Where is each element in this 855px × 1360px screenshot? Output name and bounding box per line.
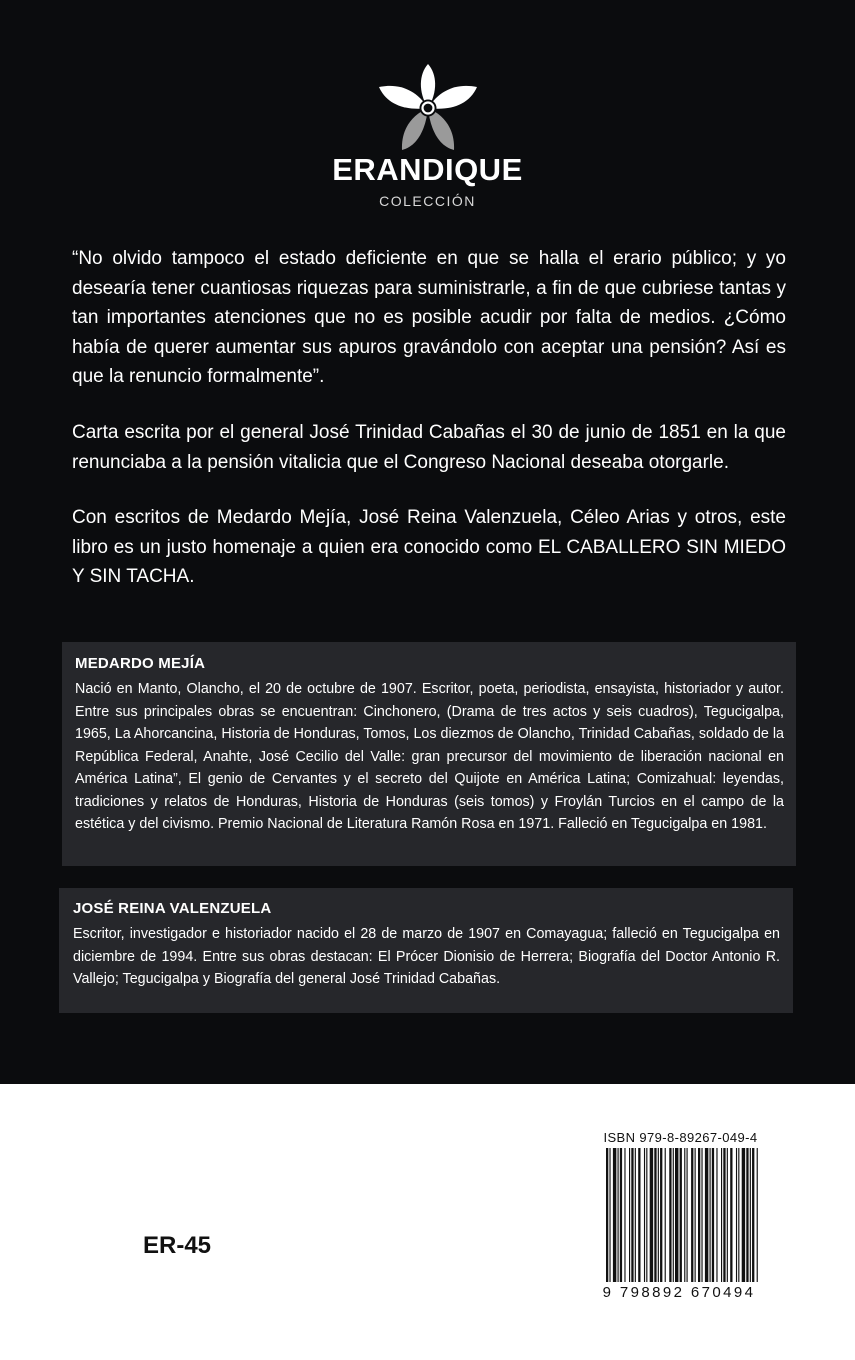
barcode-digits: 9 798892 670494 <box>602 1284 756 1301</box>
barcode-bar <box>618 1148 619 1282</box>
barcode-bar <box>660 1148 662 1282</box>
barcode-bar <box>609 1148 610 1282</box>
barcode-bar <box>675 1148 678 1282</box>
bio-title: JOSÉ REINA VALENZUELA <box>73 900 272 917</box>
barcode-bar <box>723 1148 725 1282</box>
isbn-label: ISBN 979-8-89267-049-4 <box>603 1130 758 1145</box>
quote-paragraph: “No olvido tampoco el estado deficiente en que se halla el erario público; y yo desearía tener cuantiosas riquezas para suministrarle, a fin de que cubriese tantas y tan importantes atenciones que no es posible acudir por falta de medios. ¿Cómo había de querer aumentar sus apuros gravándolo con aceptar una pensión? Así es que la renuncio formalmente”. <box>72 248 786 387</box>
barcode-bar <box>654 1148 656 1282</box>
barcode-bar <box>629 1148 630 1282</box>
bio-text: Nació en Manto, Olancho, el 20 de octubre de 1907. Escritor, poeta, periodista, ensayista, historiador y autor. Entre sus principales obras se encuentran: Cinchonero, (Drama de tres actos y seis cuadros), Tegucigalpa, 1965, La Ahorcancina, Historia de Honduras, Tomos, Los diezmos de Olancho, Trinidad Cabañas, soldado de la República Federal, Anahte, José Cecilio del Valle: gran precursor del movimiento de liberación nacional en América Latina”, El genio de Cervantes y el secreto del Quijote en América Latina; Comizahual: leyendas, tradiciones y relatos de Honduras, Historia de Honduras (seis tomos) y Froylán Turcios en el campo de la estética y del civismo. Premio Nacional de Literatura Ramón Rosa en 1971. Falleció en Tegucigalpa en 1981. <box>75 681 784 832</box>
barcode-bar <box>695 1148 696 1282</box>
barcode-bar <box>705 1148 708 1282</box>
barcode-bar <box>712 1148 714 1282</box>
series-code: ER-45 <box>143 1232 212 1259</box>
barcode-bar <box>644 1148 645 1282</box>
barcode-bar <box>631 1148 633 1282</box>
barcode-bar <box>687 1148 688 1282</box>
author-bio-medardo-mejia <box>62 642 796 866</box>
bio-title: MEDARDO MEJÍA <box>75 655 206 672</box>
barcode-bar <box>716 1148 717 1282</box>
collection-subtitle: COLECCIÓN <box>379 193 476 209</box>
barcode-bar <box>730 1148 732 1282</box>
flower-logo-icon <box>378 62 478 154</box>
barcode-bar <box>710 1148 711 1282</box>
book-description: Con escritos de Medardo Mejía, José Reina Valenzuela, Céleo Arias y otros, este libro es un justo homenaje a quien era conocido como EL CABALLERO SIN MIEDO Y SIN TACHA. <box>72 507 786 587</box>
barcode-bar <box>721 1148 722 1282</box>
barcode-bar <box>624 1148 625 1282</box>
barcode-bar <box>727 1148 728 1282</box>
barcode-bar <box>669 1148 671 1282</box>
barcode-bar <box>635 1148 636 1282</box>
author-bio-jose-reina-valenzuela <box>59 888 793 1013</box>
barcode-bar <box>680 1148 682 1282</box>
barcode-bar <box>646 1148 647 1282</box>
barcode-bar <box>620 1148 622 1282</box>
bio-text: Escritor, investigador e historiador nacido el 28 de marzo de 1907 en Comayagua; falleció en Tegucigalpa en diciembre de 1994. Entre sus obras destacan: El Prócer Dionisio de Herrera; Biografía del Doctor Antonio R. Vallejo; Tegucigalpa y Biografía del general José Trinidad Cabañas. <box>73 926 780 987</box>
barcode-bar <box>673 1148 674 1282</box>
barcode-bar <box>742 1148 745 1282</box>
barcode-bar <box>757 1148 758 1282</box>
barcode-bar <box>613 1148 616 1282</box>
barcode-bar <box>750 1148 751 1282</box>
barcode-bar <box>684 1148 685 1282</box>
barcode-bar <box>738 1148 739 1282</box>
barcode-bar <box>698 1148 700 1282</box>
collection-name: ERANDIQUE <box>332 152 523 187</box>
barcode-bar <box>691 1148 693 1282</box>
barcode-bar <box>658 1148 659 1282</box>
barcode-bar <box>701 1148 702 1282</box>
barcode-bar <box>746 1148 748 1282</box>
barcode-bar <box>650 1148 653 1282</box>
letter-description: Carta escrita por el general José Trinidad Cabañas el 30 de junio de 1851 en la que renunciaba a la pensión vitalicia que el Congreso Nacional deseaba otorgarle. <box>72 422 786 473</box>
barcode-bar <box>752 1148 754 1282</box>
barcode-bar <box>665 1148 666 1282</box>
barcode-bar <box>736 1148 737 1282</box>
barcode-bar <box>638 1148 640 1282</box>
barcode-icon <box>606 1148 758 1282</box>
barcode-bar <box>606 1148 608 1282</box>
